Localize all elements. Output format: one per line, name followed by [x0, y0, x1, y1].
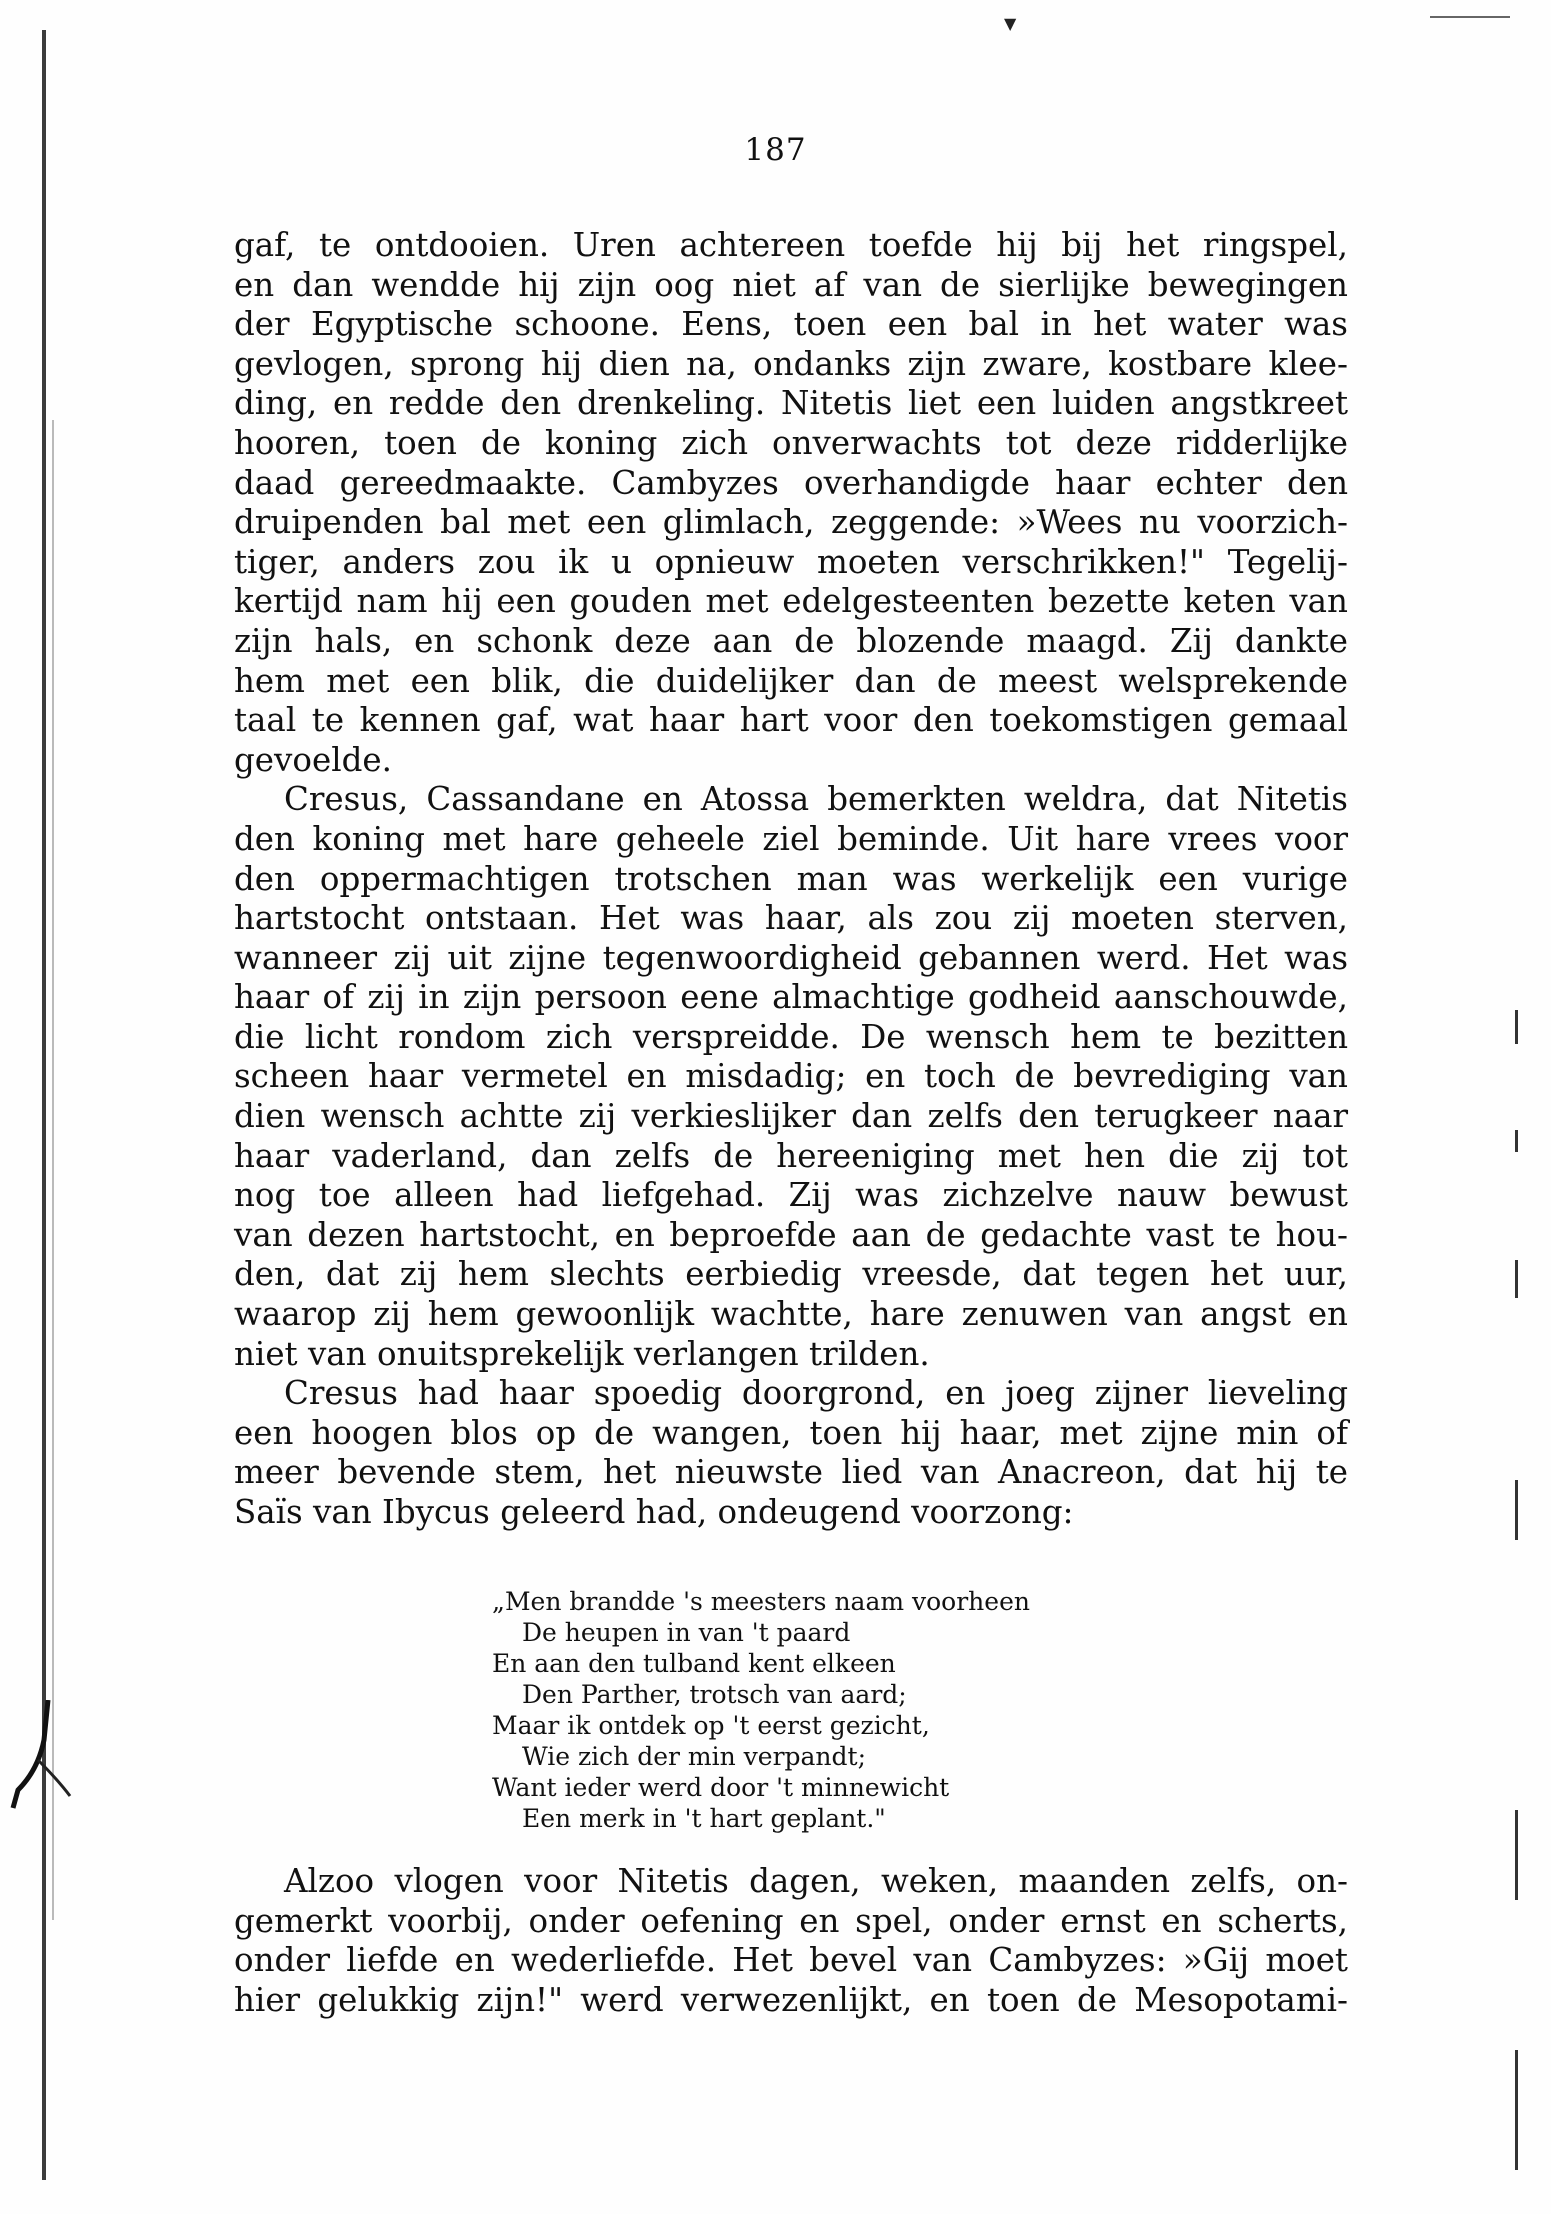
text-line: wanneer zij uit zijne tegenwoordigheid gebannen werd. Het was	[234, 938, 1348, 977]
poem-line: Wie zich der min verpandt;	[522, 1742, 867, 1771]
text-line: den, dat zij hem slechts eerbiedig vreesde, dat tegen het uur,	[234, 1255, 1348, 1294]
text-line: Cresus, Cassandane en Atossa bemerkten weldra, dat Nitetis	[284, 780, 1348, 819]
text-line: gevlogen, sprong hij dien na, ondanks zijn zware, kostbare klee-	[234, 344, 1348, 383]
text-line: nog toe alleen had liefgehad. Zij was zichzelve nauw bewust	[234, 1176, 1348, 1215]
text-line: druipenden bal met een glimlach, zeggende: »Wees nu voorzich-	[234, 503, 1348, 542]
text-line: hem met een blik, die duidelijker dan de meest welsprekende	[234, 661, 1348, 700]
text-line: ding, en redde den drenkeling. Nitetis liet een luiden angstkreet	[234, 384, 1348, 423]
text-line: taal te kennen gaf, wat haar hart voor den toekomstigen gemaal	[234, 701, 1348, 740]
poem-line: Maar ik ontdek op 't eerst gezicht,	[492, 1711, 930, 1740]
poem-line: Een merk in 't hart geplant."	[522, 1804, 886, 1833]
poem-line: „Men brandde 's meesters naam voorheen	[492, 1587, 1030, 1616]
text-line: hooren, toen de koning zich onverwachts tot deze ridderlijke	[234, 423, 1348, 462]
text-line: gevoelde.	[234, 740, 392, 779]
text-line: scheen haar vermetel en misdadig; en toch de bevrediging van	[234, 1057, 1348, 1096]
text-line: meer bevende stem, het nieuwste lied van Anacreon, dat hij te	[234, 1453, 1348, 1492]
text-line: kertijd nam hij een gouden met edelgesteenten bezette keten van	[234, 582, 1348, 621]
binding-mark-icon	[8, 1700, 78, 1810]
scan-top-rule	[1430, 16, 1510, 18]
text-line: waarop zij hem gewoonlijk wachtte, hare zenuwen van angst en	[234, 1295, 1348, 1334]
text-line: zijn hals, en schonk deze aan de blozende maagd. Zij dankte	[234, 621, 1348, 660]
text-line: der Egyptische schoone. Eens, toen een bal in het water was	[234, 305, 1348, 344]
text-line: onder liefde en wederliefde. Het bevel van Cambyzes: »Gij moet	[234, 1941, 1348, 1980]
text-line: gaf, te ontdooien. Uren achtereen toefde hij bij het ringspel,	[234, 226, 1348, 264]
scan-right-ticks	[1515, 1010, 1519, 2210]
text-line: hier gelukkig zijn!" werd verwezenlijkt, en toen de Mesopotami-	[234, 1980, 1348, 2019]
text-line: een hoogen blos op de wangen, toen hij haar, met zijne min of	[234, 1413, 1348, 1452]
body-text	[234, 226, 1348, 1533]
text-line: van dezen hartstocht, en beproefde aan de gedachte vast te hou-	[234, 1215, 1348, 1254]
text-line: hartstocht ontstaan. Het was haar, als zou zij moeten sterven,	[234, 899, 1348, 938]
text-line: niet van onuitsprekelijk verlangen trilden.	[234, 1334, 930, 1373]
text-line: haar of zij in zijn persoon eene almachtige godheid aanschouwde,	[234, 978, 1348, 1017]
poem-line: De heupen in van 't paard	[522, 1618, 851, 1647]
text-line: haar vaderland, dan zelfs de hereeniging met hen die zij tot	[234, 1136, 1348, 1175]
text-line: dien wensch achtte zij verkieslijker dan zelfs den terugkeer naar	[234, 1097, 1348, 1136]
text-line: en dan wendde hij zijn oog niet af van de sierlijke bewegingen	[234, 265, 1348, 304]
text-line: tiger, anders zou ik u opnieuw moeten verschrikken!" Tegelij-	[234, 542, 1348, 581]
text-line: gemerkt voorbij, onder oefening en spel, onder ernst en scherts,	[234, 1901, 1348, 1940]
scan-edge-line	[42, 30, 46, 2180]
top-marker: ▼	[1004, 14, 1017, 33]
text-line: den oppermachtigen trotschen man was werkelijk een vurige	[234, 859, 1348, 898]
poem-line: En aan den tulband kent elkeen	[492, 1649, 896, 1678]
page-number: 187	[744, 132, 807, 168]
text-line: Saïs van Ibycus geleerd had, ondeugend voorzong:	[234, 1493, 1074, 1531]
text-line: Cresus had haar spoedig doorgrond, en joeg zijner lieveling	[284, 1374, 1348, 1413]
text-line: Alzoo vlogen voor Nitetis dagen, weken, maanden zelfs, on-	[284, 1862, 1348, 1900]
poem-stanza	[492, 1586, 1112, 1834]
text-line: die licht rondom zich verspreidde. De wensch hem te bezitten	[234, 1017, 1348, 1056]
text-line: den koning met hare geheele ziel beminde. Uit hare vrees voor	[234, 819, 1348, 858]
closing-text	[234, 1862, 1348, 2020]
poem-line: Want ieder werd door 't minnewicht	[492, 1773, 950, 1802]
scan-edge-shadow	[52, 420, 54, 1920]
poem-line: Den Parther, trotsch van aard;	[522, 1680, 907, 1709]
text-line: daad gereedmaakte. Cambyzes overhandigde haar echter den	[234, 463, 1348, 502]
